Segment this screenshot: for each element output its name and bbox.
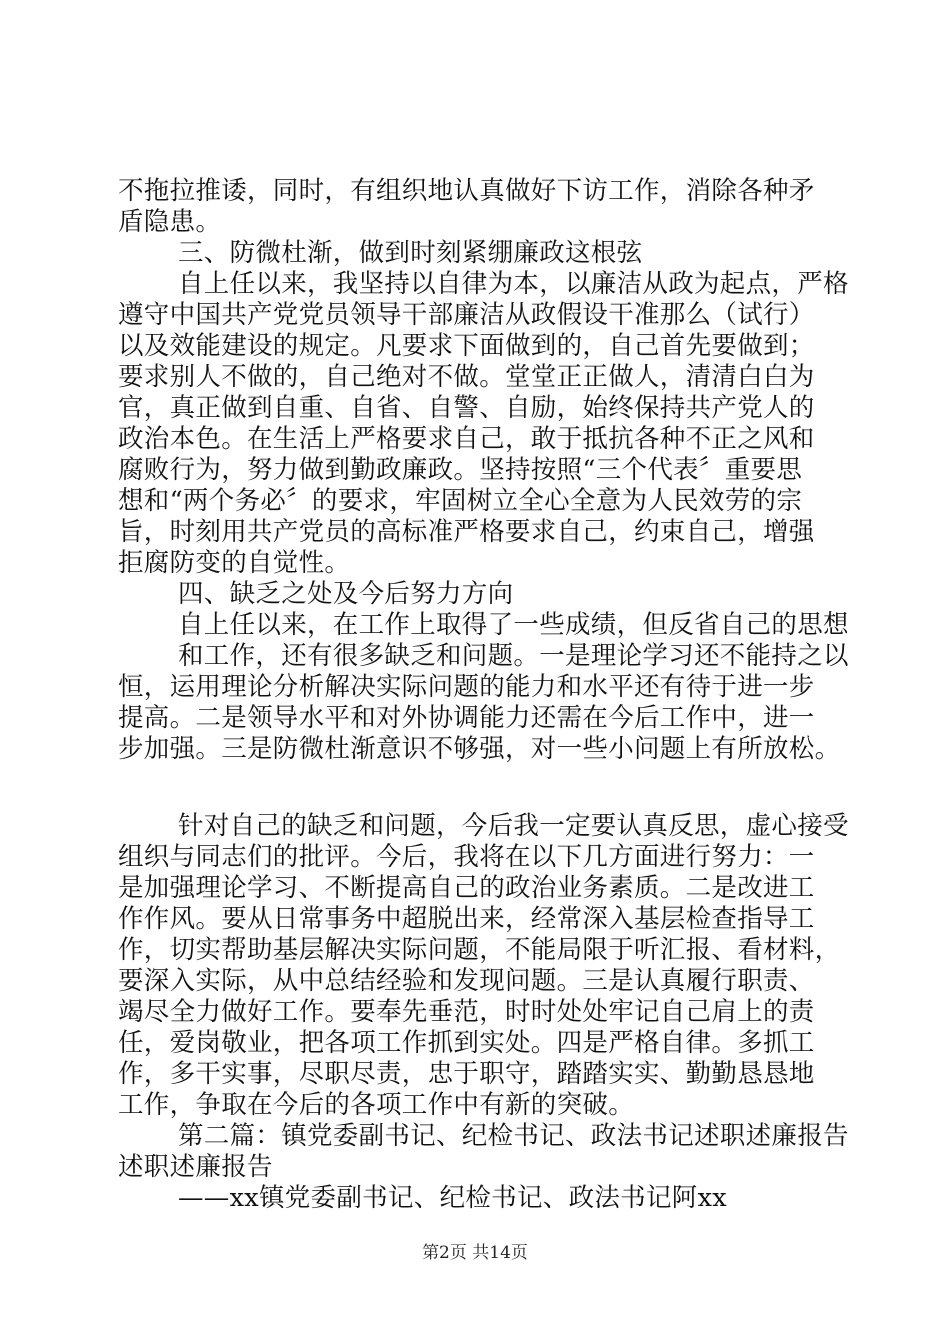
text-line: 提高。二是领导水平和对外协调能力还需在今后工作中，进一 [118,703,815,733]
text-line: 盾隐患。 [118,207,222,237]
text-line: 要深入实际，从中总结经验和发现问题。三是认真履行职责、 [118,966,815,996]
text-line: 不拖拉推诿，同时，有组织地认真做好下访工作，消除各种矛 [118,176,815,206]
text-line: 恒，运用理论分析解决实际问题的能力和水平还有待于进一步 [118,672,815,702]
text-line: 作，切实帮助基层解决实际问题，不能局限于听汇报、看材料， [118,935,841,965]
text-line: 步加强。三是防微杜渐意识不够强，对一些小问题上有所放松。 [118,734,841,764]
page-number: 第2页 共14页 [422,1243,528,1263]
chapter-heading: 述职述廉报告 [118,1152,273,1182]
text-line: 官，真正做到自重、自省、自警、自励，始终保持共产党人的 [118,393,815,423]
text-line: 作，多干实事，尽职尽责，忠于职守，踏踏实实、勤勤恳恳地 [118,1059,815,1089]
text-line: 是加强理论学习、不断提高自己的政治业务素质。二是改进工 [118,873,815,903]
chapter-heading: 第二篇：镇党委副书记、纪检书记、政法书记述职述廉报告 [178,1121,849,1151]
text-line: 腐败行为，努力做到勤政廉政。坚持按照“三个代表〞重要思 [118,455,803,485]
subtitle-line: ——xx镇党委副书记、纪检书记、政法书记阿xx [178,1183,727,1213]
text-line: 和工作，还有很多缺乏和问题。一是理论学习还不能持之以 [178,641,849,671]
text-line: 拒腐防变的自觉性。 [118,548,351,578]
text-line: 针对自己的缺乏和问题，今后我一定要认真反思，虚心接受 [178,811,849,841]
text-line: 要求别人不做的，自己绝对不做。堂堂正正做人，清清白白为 [118,362,815,392]
text-line: 作作风。要从日常事务中超脱出来，经常深入基层检查指导工 [118,904,815,934]
text-line: 政治本色。在生活上严格要求自己，敢于抵抗各种不正之风和 [118,424,815,454]
text-line: 自上任以来，在工作上取得了一些成绩，但反省自己的思想 [178,610,849,640]
text-line: 遵守中国共产党党员领导干部廉洁从政假设干准那么（试行） [118,300,815,330]
text-line: 旨，时刻用共产党员的高标准严格要求自己，约束自己，增强 [118,517,815,547]
section-heading: 三、防微杜渐，做到时刻紧绷廉政这根弦 [178,238,643,268]
section-heading: 四、缺乏之处及今后努力方向 [178,579,514,609]
text-line: 想和“两个务必〞的要求，牢固树立全心全意为人民效劳的宗 [118,486,803,516]
text-line: 自上任以来，我坚持以自律为本，以廉洁从政为起点，严格 [178,269,849,299]
text-line: 竭尽全力做好工作。要奉先垂范，时时处处牢记自己肩上的责 [118,997,815,1027]
text-line: 组织与同志们的批评。今后，我将在以下几方面进行努力：一 [118,842,815,872]
text-line: 工作，争取在今后的各项工作中有新的突破。 [118,1090,635,1120]
text-line: 以及效能建设的规定。凡要求下面做到的，自己首先要做到； [118,331,815,361]
text-line: 任，爱岗敬业，把各项工作抓到实处。四是严格自律。多抓工 [118,1028,815,1058]
